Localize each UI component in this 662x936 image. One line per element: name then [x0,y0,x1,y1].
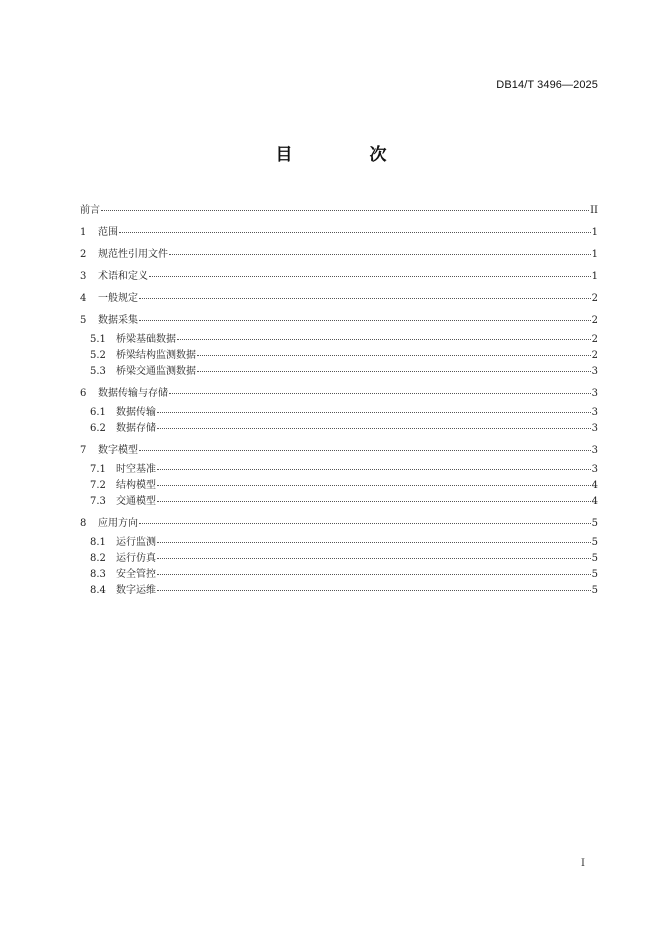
toc-entry-number: 8.1 [90,537,106,548]
toc-entry-page: 3 [591,445,598,456]
table-of-contents [80,200,598,599]
toc-entry[interactable] [80,332,598,348]
toc-entry[interactable] [80,421,598,437]
toc-entry[interactable] [80,513,598,535]
toc-dot-leader [119,232,591,233]
toc-entry-page: 1 [591,227,598,238]
toc-entry-title: 数据存储 [116,423,156,434]
toc-dot-leader [157,412,591,413]
toc-entry[interactable] [80,494,598,510]
toc-dot-leader [139,298,591,299]
toc-entry-title: 桥梁结构监测数据 [116,350,196,361]
toc-entry-page: 1 [591,249,598,260]
toc-entry-title: 前言 [80,205,100,216]
toc-entry-page: 3 [591,366,598,377]
toc-entry-page: 5 [591,537,598,548]
toc-entry-number: 7.2 [90,480,106,491]
toc-entry-title: 运行仿真 [116,553,156,564]
toc-entry[interactable] [80,462,598,478]
toc-entry-number: 4 [80,293,87,304]
toc-entry[interactable] [80,551,598,567]
toc-dot-leader [139,450,591,451]
toc-entry[interactable] [80,583,598,599]
toc-entry[interactable] [80,266,598,288]
toc-entry-number: 8.4 [90,585,106,596]
toc-entry[interactable] [80,405,598,421]
toc-entry-number: 2 [80,249,87,260]
page-number: I [581,858,585,869]
toc-entry[interactable] [80,348,598,364]
toc-entry-number: 8 [80,518,87,529]
toc-entry-number: 5.2 [90,350,106,361]
toc-entry-number: 5.1 [90,334,106,345]
toc-dot-leader [139,320,591,321]
toc-entry-number: 6.2 [90,423,106,434]
toc-entry-title: 范围 [98,227,118,238]
toc-dot-leader [197,355,591,356]
toc-entry-page: 5 [591,553,598,564]
toc-entry[interactable] [80,383,598,405]
toc-entry-number: 3 [80,271,87,282]
toc-entry-title: 一般规定 [98,293,138,304]
toc-entry-title: 桥梁基础数据 [116,334,176,345]
toc-dot-leader [157,428,591,429]
toc-entry-page: 4 [591,480,598,491]
page-title: 目 次 [275,145,417,165]
toc-entry-title: 运行监测 [116,537,156,548]
toc-entry-page: 5 [591,569,598,580]
toc-entry-number: 6 [80,388,87,399]
toc-entry-number: 7.1 [90,464,106,475]
toc-entry-title: 交通模型 [116,496,156,507]
toc-entry[interactable] [80,364,598,380]
toc-entry-page: 3 [591,464,598,475]
toc-entry-title: 数据传输与存储 [98,388,168,399]
toc-entry[interactable] [80,478,598,494]
toc-dot-leader [169,393,591,394]
toc-entry[interactable] [80,288,598,310]
toc-entry-page: 3 [591,407,598,418]
toc-entry[interactable] [80,440,598,462]
toc-entry-number: 7 [80,445,87,456]
toc-dot-leader [157,501,591,502]
toc-dot-leader [169,254,591,255]
toc-entry-page: 2 [591,350,598,361]
toc-entry[interactable] [80,310,598,332]
toc-dot-leader [157,574,591,575]
toc-entry-number: 5.3 [90,366,106,377]
toc-dot-leader [157,469,591,470]
toc-entry-title: 安全管控 [116,569,156,580]
toc-dot-leader [157,558,591,559]
toc-entry-title: 数据采集 [98,315,138,326]
toc-entry-number: 8.2 [90,553,106,564]
toc-entry-page: 2 [591,334,598,345]
toc-dot-leader [197,371,591,372]
toc-entry-number: 1 [80,227,87,238]
toc-entry-title: 时空基准 [116,464,156,475]
toc-entry-page: 3 [591,423,598,434]
toc-entry-number: 7.3 [90,496,106,507]
toc-entry-page: 4 [591,496,598,507]
toc-entry-page: 2 [591,293,598,304]
toc-entry[interactable] [80,200,598,222]
toc-entry-title: 规范性引用文件 [98,249,168,260]
toc-entry-number: 6.1 [90,407,106,418]
toc-entry[interactable] [80,222,598,244]
toc-entry[interactable] [80,567,598,583]
document-code: DB14/T 3496—2025 [496,79,598,91]
toc-dot-leader [157,590,591,591]
toc-entry[interactable] [80,244,598,266]
toc-dot-leader [157,542,591,543]
toc-dot-leader [101,210,589,211]
toc-entry-page: 5 [591,518,598,529]
toc-entry-title: 桥梁交通监测数据 [116,366,196,377]
toc-entry-number: 5 [80,315,87,326]
toc-entry-title: 数字模型 [98,445,138,456]
toc-entry-number: 8.3 [90,569,106,580]
toc-entry-title: 结构模型 [116,480,156,491]
toc-dot-leader [157,485,591,486]
toc-dot-leader [149,276,591,277]
toc-entry-title: 术语和定义 [98,271,148,282]
toc-entry-page: 2 [591,315,598,326]
toc-entry-title: 数据传输 [116,407,156,418]
toc-entry-page: 5 [591,585,598,596]
toc-entry-page: II [590,205,598,216]
toc-entry[interactable] [80,535,598,551]
toc-entry-title: 数字运维 [116,585,156,596]
toc-entry-title: 应用方向 [98,518,138,529]
toc-dot-leader [177,339,591,340]
toc-entry-page: 1 [591,271,598,282]
toc-entry-page: 3 [591,388,598,399]
toc-dot-leader [139,523,591,524]
